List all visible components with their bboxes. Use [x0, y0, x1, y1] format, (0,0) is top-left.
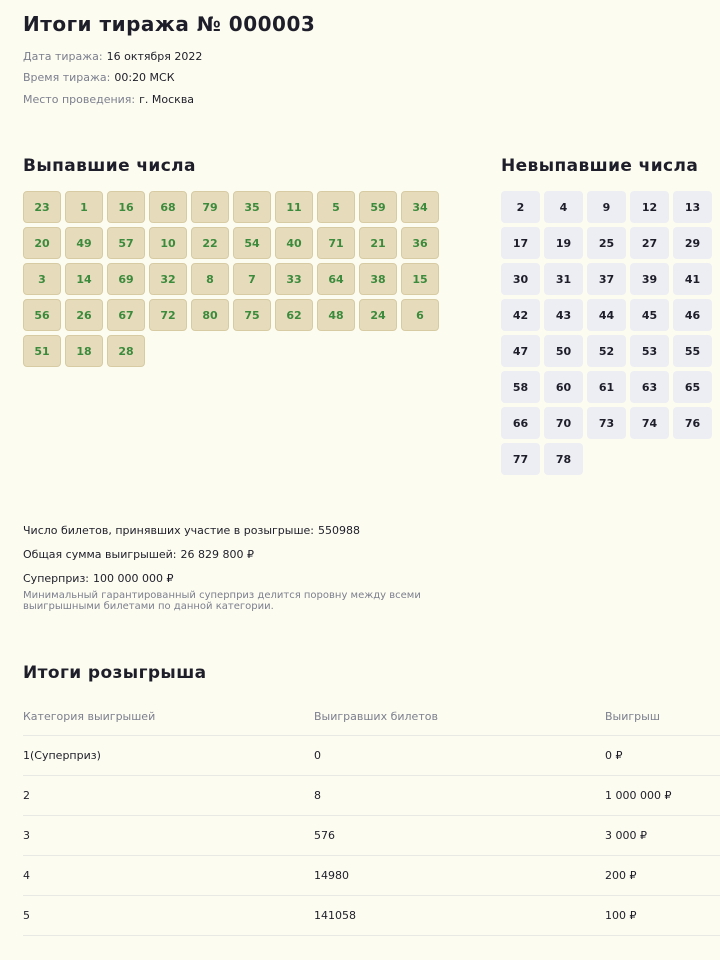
undrawn-number: 78 [544, 443, 583, 475]
drawn-number: 38 [359, 263, 397, 295]
undrawn-number: 29 [673, 227, 712, 259]
undrawn-number: 61 [587, 371, 626, 403]
drawn-number: 54 [233, 227, 271, 259]
undrawn-number: 53 [630, 335, 669, 367]
results-title: Итоги розыгрыша [23, 663, 207, 683]
undrawn-number: 42 [501, 299, 540, 331]
drawn-number: 20 [23, 227, 61, 259]
drawn-number: 33 [275, 263, 313, 295]
undrawn-number: 47 [501, 335, 540, 367]
drawn-number: 24 [359, 299, 397, 331]
tickets-count-label: Число билетов, принявших участие в розыгрыше: [23, 524, 315, 537]
draw-time [23, 71, 175, 84]
draw-place [23, 93, 194, 106]
table-row [23, 896, 720, 936]
undrawn-number: 52 [587, 335, 626, 367]
result-category: 3 [23, 816, 314, 856]
drawn-number: 23 [23, 191, 61, 223]
drawn-number: 6 [401, 299, 439, 331]
undrawn-number: 60 [544, 371, 583, 403]
drawn-number: 28 [107, 335, 145, 367]
undrawn-number: 77 [501, 443, 540, 475]
drawn-number: 68 [149, 191, 187, 223]
undrawn-number: 73 [587, 407, 626, 439]
undrawn-number: 65 [673, 371, 712, 403]
undrawn-number: 2 [501, 191, 540, 223]
undrawn-number: 55 [673, 335, 712, 367]
undrawn-number: 19 [544, 227, 583, 259]
tickets-count-value: 550988 [318, 524, 361, 537]
undrawn-number: 37 [587, 263, 626, 295]
result-prize: 200 ₽ [605, 856, 720, 896]
table-row [23, 776, 720, 816]
drawn-number: 7 [233, 263, 271, 295]
undrawn-number: 76 [673, 407, 712, 439]
drawn-number: 51 [23, 335, 61, 367]
draw-time-label: Время тиража: [23, 71, 111, 84]
result-winners: 0 [314, 736, 605, 776]
drawn-number: 11 [275, 191, 313, 223]
page-title: Итоги тиража № 000003 [23, 12, 316, 36]
drawn-number: 5 [317, 191, 355, 223]
drawn-number: 32 [149, 263, 187, 295]
drawn-number: 57 [107, 227, 145, 259]
undrawn-number: 44 [587, 299, 626, 331]
result-prize: 0 ₽ [605, 736, 720, 776]
drawn-number: 35 [233, 191, 271, 223]
undrawn-number: 70 [544, 407, 583, 439]
drawn-number: 64 [317, 263, 355, 295]
result-category: 2 [23, 776, 314, 816]
result-winners: 8 [314, 776, 605, 816]
drawn-number: 75 [233, 299, 271, 331]
undrawn-number: 25 [587, 227, 626, 259]
drawn-number: 34 [401, 191, 439, 223]
undrawn-number: 66 [501, 407, 540, 439]
col-header-winners: Выигравших билетов [314, 697, 605, 736]
total-winnings-value: 26 829 800 ₽ [180, 548, 254, 561]
draw-place-label: Место проведения: [23, 93, 136, 106]
results-header-row [23, 697, 720, 736]
undrawn-number: 13 [673, 191, 712, 223]
drawn-number: 3 [23, 263, 61, 295]
undrawn-number: 63 [630, 371, 669, 403]
col-header-category: Категория выигрышей [23, 697, 314, 736]
drawn-number: 36 [401, 227, 439, 259]
undrawn-number: 27 [630, 227, 669, 259]
superprize-value: 100 000 000 ₽ [93, 572, 174, 585]
drawn-numbers-grid [23, 191, 453, 367]
result-winners: 576 [314, 816, 605, 856]
result-category: 1(Суперприз) [23, 736, 314, 776]
drawn-number: 79 [191, 191, 229, 223]
undrawn-number: 41 [673, 263, 712, 295]
result-prize: 3 000 ₽ [605, 816, 720, 856]
undrawn-number: 4 [544, 191, 583, 223]
undrawn-number: 30 [501, 263, 540, 295]
drawn-number: 69 [107, 263, 145, 295]
draw-place-value: г. Москва [139, 93, 195, 106]
draw-time-value: 00:20 МСК [114, 71, 175, 84]
superprize [23, 572, 174, 585]
result-winners: 141058 [314, 896, 605, 936]
result-prize: 100 ₽ [605, 896, 720, 936]
drawn-number: 80 [191, 299, 229, 331]
draw-date-value: 16 октября 2022 [106, 50, 203, 63]
undrawn-number: 12 [630, 191, 669, 223]
undrawn-number: 50 [544, 335, 583, 367]
result-prize: 1 000 000 ₽ [605, 776, 720, 816]
drawn-number: 48 [317, 299, 355, 331]
drawn-number: 56 [23, 299, 61, 331]
undrawn-number: 31 [544, 263, 583, 295]
table-row [23, 736, 720, 776]
drawn-number: 71 [317, 227, 355, 259]
drawn-number: 16 [107, 191, 145, 223]
undrawn-number: 43 [544, 299, 583, 331]
result-category: 4 [23, 856, 314, 896]
drawn-number: 59 [359, 191, 397, 223]
results-table [23, 697, 720, 936]
drawn-number: 26 [65, 299, 103, 331]
table-row [23, 856, 720, 896]
draw-date [23, 50, 202, 63]
drawn-number: 18 [65, 335, 103, 367]
drawn-number: 40 [275, 227, 313, 259]
superprize-label: Суперприз: [23, 572, 90, 585]
drawn-number: 8 [191, 263, 229, 295]
drawn-number: 72 [149, 299, 187, 331]
undrawn-number: 9 [587, 191, 626, 223]
drawn-number: 15 [401, 263, 439, 295]
drawn-number: 14 [65, 263, 103, 295]
superprize-note: Минимальный гарантированный суперприз делится поровну между всеми выигрышными билетами по данной категории. [23, 590, 421, 612]
tickets-count [23, 524, 360, 537]
drawn-number: 1 [65, 191, 103, 223]
result-category: 5 [23, 896, 314, 936]
draw-date-label: Дата тиража: [23, 50, 103, 63]
drawn-numbers-title: Выпавшие числа [23, 156, 196, 176]
undrawn-number: 46 [673, 299, 712, 331]
drawn-number: 49 [65, 227, 103, 259]
undrawn-number: 58 [501, 371, 540, 403]
undrawn-numbers-grid [501, 191, 720, 475]
drawn-number: 67 [107, 299, 145, 331]
undrawn-number: 39 [630, 263, 669, 295]
result-winners: 14980 [314, 856, 605, 896]
undrawn-number: 17 [501, 227, 540, 259]
col-header-prize: Выигрыш [605, 697, 720, 736]
total-winnings-label: Общая сумма выигрышей: [23, 548, 177, 561]
drawn-number: 22 [191, 227, 229, 259]
undrawn-number: 74 [630, 407, 669, 439]
total-winnings [23, 548, 254, 561]
undrawn-number: 45 [630, 299, 669, 331]
table-row [23, 816, 720, 856]
undrawn-numbers-title: Невыпавшие числа [501, 156, 699, 176]
drawn-number: 21 [359, 227, 397, 259]
drawn-number: 62 [275, 299, 313, 331]
drawn-number: 10 [149, 227, 187, 259]
